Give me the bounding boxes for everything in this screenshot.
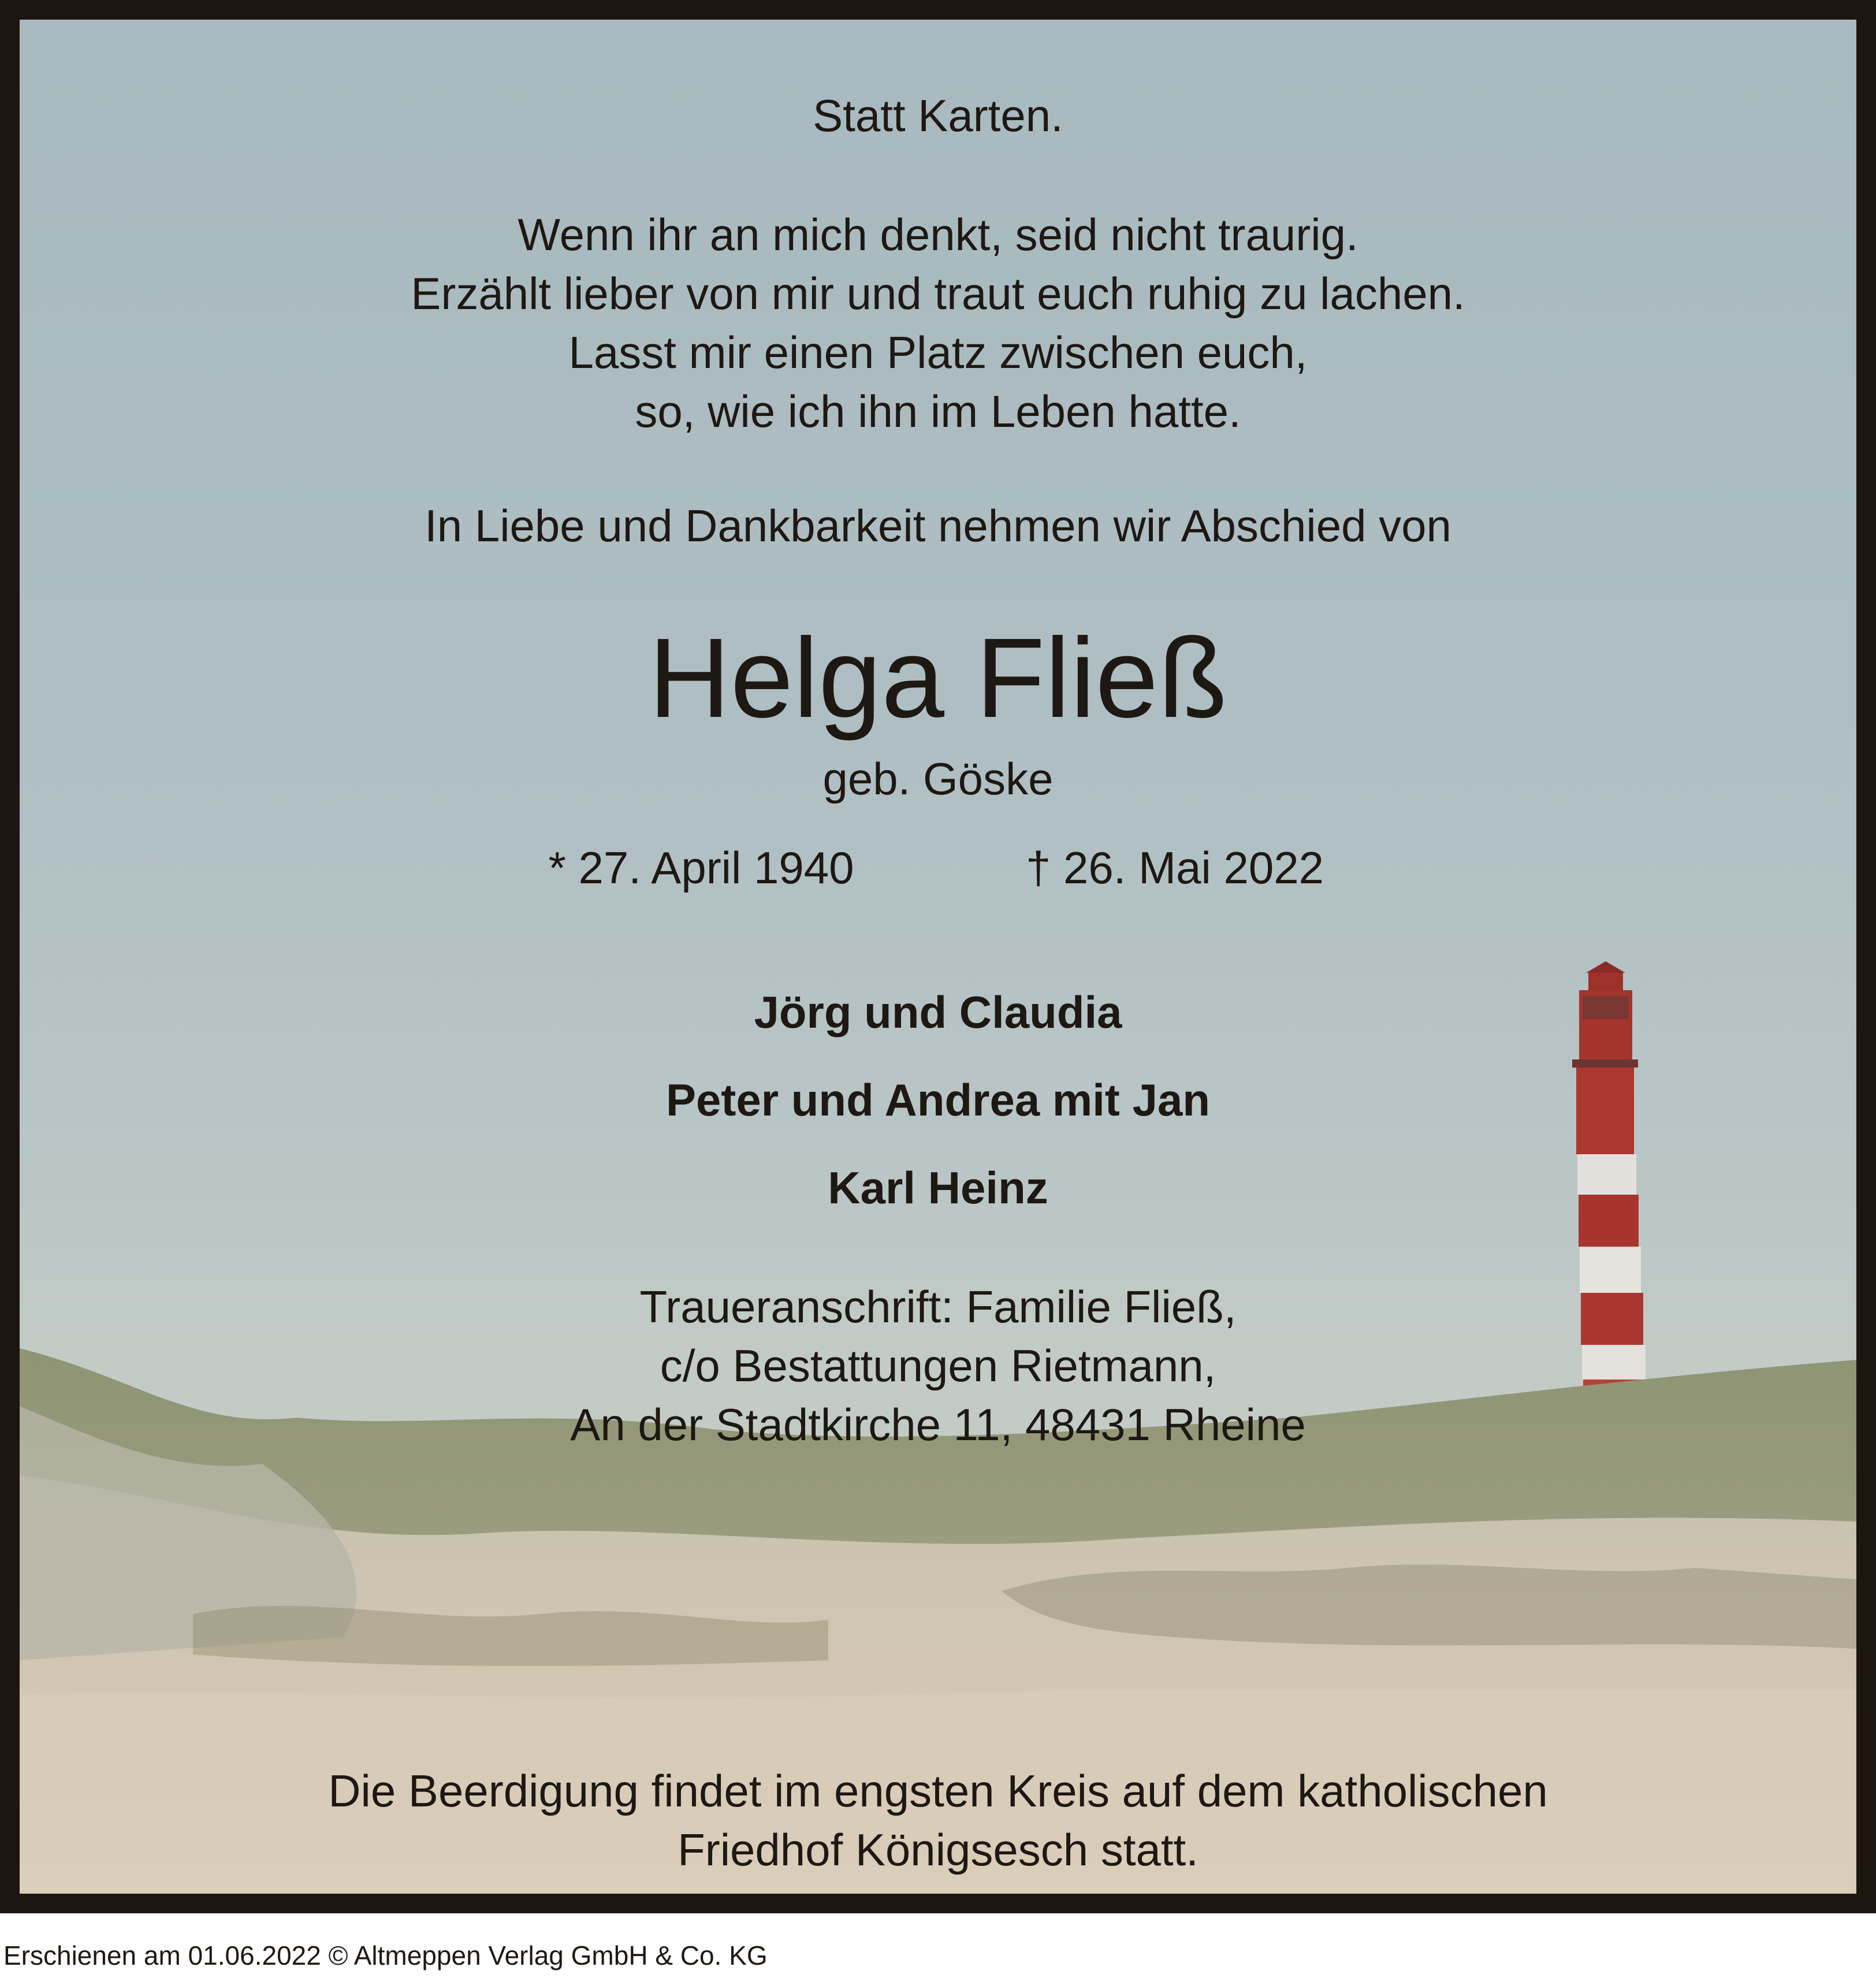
heading-statt-karten: Statt Karten. — [813, 90, 1063, 141]
mourner-1: Jörg und Claudia — [754, 987, 1122, 1038]
address-line-3: An der Stadtkirche 11, 48431 Rheine — [570, 1399, 1306, 1450]
mourner-2: Peter und Andrea mit Jan — [666, 1074, 1210, 1125]
verse-line-3: Lasst mir einen Platz zwischen euch, — [568, 327, 1308, 378]
verse-line-4: so, wie ich ihn im Leben hatte. — [635, 386, 1241, 437]
funeral-line-1: Die Beerdigung findet im engsten Kreis auf dem katholischen — [328, 1765, 1548, 1816]
maiden-name: geb. Göske — [822, 753, 1054, 804]
deceased-name: Helga Fließ — [648, 615, 1228, 741]
background-photo — [20, 20, 1856, 1894]
verse-line-2: Erzählt lieber von mir und traut euch ruhig zu lachen. — [411, 268, 1465, 319]
mourner-3: Karl Heinz — [828, 1162, 1048, 1213]
verse-line-1: Wenn ihr an mich denkt, seid nicht traurig. — [518, 209, 1358, 260]
address-line-2: c/o Bestattungen Rietmann, — [660, 1340, 1216, 1391]
farewell-intro: In Liebe und Dankbarkeit nehmen wir Abschied von — [425, 500, 1451, 551]
publication-footer: Erschienen am 01.06.2022 © Altmeppen Verlag GmbH & Co. KG — [3, 1940, 768, 1970]
funeral-line-2: Friedhof Königsesch statt. — [678, 1824, 1198, 1875]
address-line-1: Traueranschrift: Familie Fließ, — [639, 1281, 1237, 1332]
birth-date: * 27. April 1940 — [548, 842, 854, 893]
death-date: † 26. Mai 2022 — [1025, 842, 1324, 893]
